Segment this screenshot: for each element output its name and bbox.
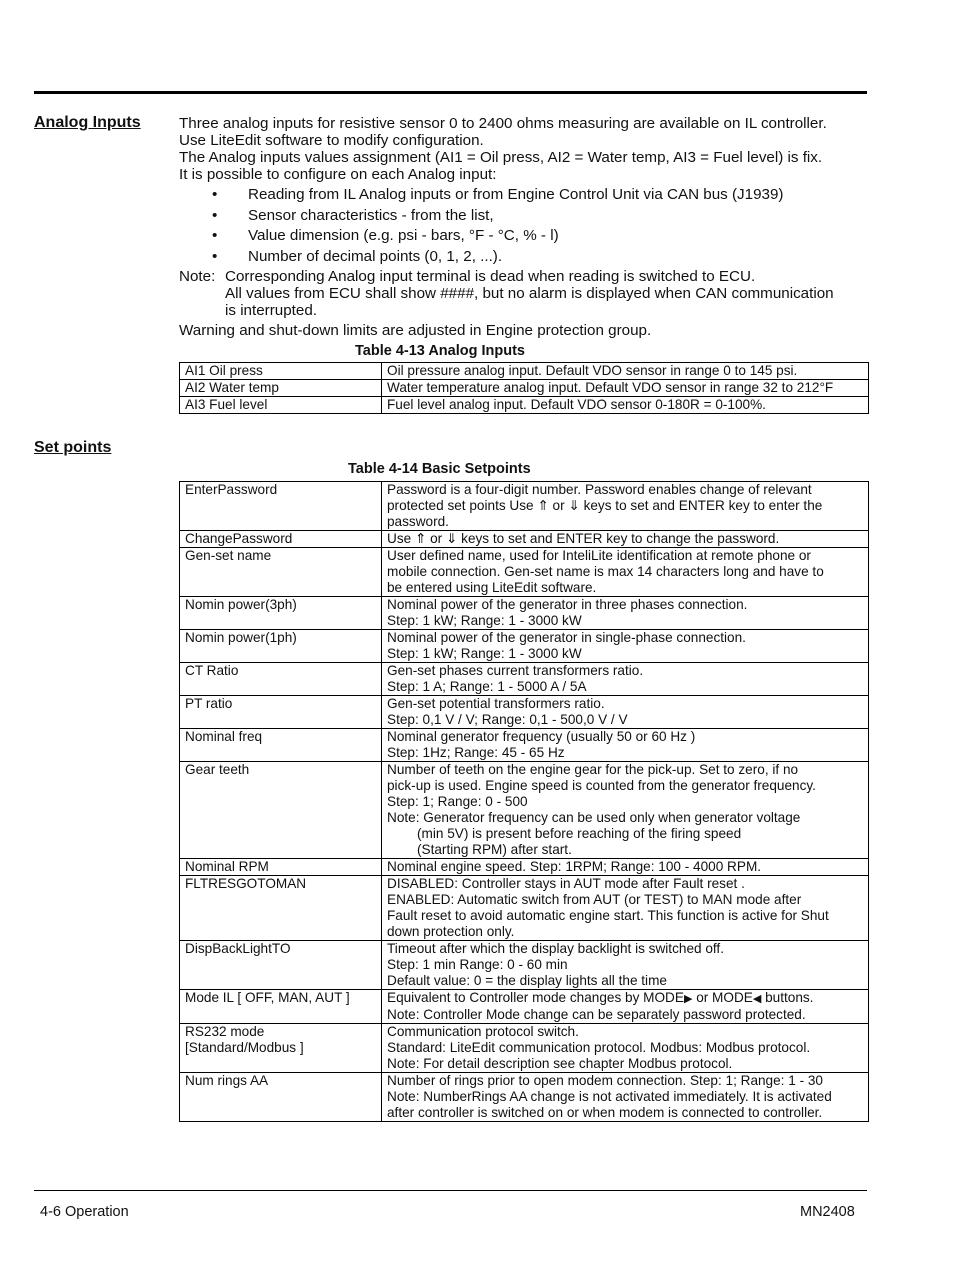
setpoint-description-line: Step: 1 kW; Range: 1 - 3000 kW <box>387 613 582 628</box>
footer-page-label: 4-6 Operation <box>40 1204 129 1220</box>
intro-line: The Analog inputs values assignment (AI1 = Oil press, AI2 = Water temp, AI3 = Fuel level) is fix. <box>179 149 823 166</box>
setpoint-description-line: ENABLED: Automatic switch from AUT (or TEST) to MAN mode after <box>387 892 802 907</box>
input-name-cell <box>180 397 382 414</box>
setpoint-name-cell <box>180 859 382 876</box>
setpoint-description-line: Note: For detail description see chapter Modbus protocol. <box>387 1056 733 1071</box>
table-row <box>180 859 869 876</box>
setpoint-description-line: Fault reset to avoid automatic engine start. This function is active for Shut <box>387 908 829 923</box>
setpoint-description-line: DISABLED: Controller stays in AUT mode after Fault reset . <box>387 876 745 891</box>
mode-left-triangle-icon: ◀ <box>752 993 762 1005</box>
setpoint-description-cell <box>382 663 869 696</box>
setpoint-name: Nomin power(3ph) <box>185 597 297 612</box>
setpoint-description-line: User defined name, used for InteliLite identification at remote phone or <box>387 548 811 563</box>
table-row <box>180 630 869 663</box>
setpoint-name-cell <box>180 696 382 729</box>
setpoint-description-cell <box>382 859 869 876</box>
table-4-13-caption: Table 4-13 Analog Inputs <box>355 343 525 359</box>
setpoint-description-line: Step: 1 min Range: 0 - 60 min <box>387 957 568 972</box>
mode-text-a: Equivalent to Controller mode changes by MODE <box>387 990 684 1005</box>
setpoint-description-cell <box>382 696 869 729</box>
setpoint-description-line: Number of rings prior to open modem connection. Step: 1; Range: 1 - 30 <box>387 1073 823 1088</box>
table-row <box>180 597 869 630</box>
setpoint-name-cell <box>180 762 382 859</box>
table-row <box>180 548 869 597</box>
mode-description-line <box>387 990 863 1007</box>
setpoint-description-line: Standard: LiteEdit communication protocol. Modbus: Modbus protocol. <box>387 1040 811 1055</box>
setpoint-name-cell <box>180 1073 382 1122</box>
table-row <box>180 990 869 1024</box>
header-rule <box>34 91 867 94</box>
input-name: AI2 Water temp <box>185 380 279 395</box>
table-row <box>180 1024 869 1073</box>
note-lines <box>225 268 834 319</box>
setpoint-description-line: mobile connection. Gen-set name is max 14 characters long and have to <box>387 564 824 579</box>
setpoint-name-cell <box>180 663 382 696</box>
setpoint-name-cell <box>180 941 382 990</box>
input-name: AI3 Fuel level <box>185 397 268 412</box>
setpoint-name: Nominal freq <box>185 729 263 744</box>
basic-setpoints-table <box>179 481 869 1122</box>
table-row <box>180 941 869 990</box>
setpoint-description-line: protected set points Use ⇑ or ⇓ keys to set and ENTER key to enter the <box>387 498 823 513</box>
setpoint-description-line: Communication protocol switch. <box>387 1024 579 1039</box>
note-line: All values from ECU shall show ####, but no alarm is displayed when CAN communication <box>225 285 834 302</box>
setpoint-description-cell <box>382 876 869 941</box>
note-block <box>179 268 879 319</box>
setpoint-name-cell <box>180 482 382 531</box>
bullet-item: • Value dimension (e.g. psi - bars, °F - °C, % - l) <box>179 226 879 247</box>
setpoint-description-line: Password is a four-digit number. Password enables change of relevant <box>387 482 812 497</box>
warning-text: Warning and shut-down limits are adjusted in Engine protection group. <box>179 322 652 339</box>
table-row <box>180 729 869 762</box>
setpoint-name: Gen-set name <box>185 548 272 563</box>
setpoint-name: RS232 mode <box>185 1024 265 1039</box>
setpoint-description-line: Timeout after which the display backlight is switched off. <box>387 941 724 956</box>
table-row <box>180 397 869 414</box>
setpoint-name: [Standard/Modbus ] <box>185 1040 304 1055</box>
setpoint-description-line: Nominal generator frequency (usually 50 or 60 Hz ) <box>387 729 696 744</box>
setpoint-description-line: Nominal engine speed. Step: 1RPM; Range: 100 - 4000 RPM. <box>387 859 762 874</box>
setpoint-name: FLTRESGOTOMAN <box>185 876 307 891</box>
setpoint-description-line: Step: 0,1 V / V; Range: 0,1 - 500,0 V / V <box>387 712 628 727</box>
setpoint-description-line: Step: 1 A; Range: 1 - 5000 A / 5A <box>387 679 587 694</box>
setpoint-description-line: Use ⇑ or ⇓ keys to set and ENTER key to change the password. <box>387 531 780 546</box>
analog-inputs-body <box>179 115 879 339</box>
setpoint-name: Nomin power(1ph) <box>185 630 297 645</box>
table-row <box>180 876 869 941</box>
setpoint-description-line: be entered using LiteEdit software. <box>387 580 597 595</box>
setpoint-description-cell <box>382 729 869 762</box>
setpoint-name: Nominal RPM <box>185 859 269 874</box>
bullet-item: • Reading from IL Analog inputs or from Engine Control Unit via CAN bus (J1939) <box>179 185 879 206</box>
setpoint-description-line: Step: 1 kW; Range: 1 - 3000 kW <box>387 646 582 661</box>
bullet-item: • Sensor characteristics - from the list, <box>179 206 879 227</box>
input-description-cell <box>382 363 869 380</box>
table-row <box>180 380 869 397</box>
setpoint-description-cell <box>382 762 869 859</box>
setpoint-description-cell <box>382 1073 869 1122</box>
setpoint-description-line: Step: 1Hz; Range: 45 - 65 Hz <box>387 745 565 760</box>
setpoint-description-line: Gen-set potential transformers ratio. <box>387 696 605 711</box>
setpoint-description-line: after controller is switched on or when modem is connected to controller. <box>387 1105 823 1120</box>
setpoint-description-cell <box>382 531 869 548</box>
setpoint-name-cell <box>180 531 382 548</box>
setpoint-description-cell <box>382 990 869 1024</box>
setpoint-name: Mode IL [ OFF, MAN, AUT ] <box>185 990 350 1005</box>
setpoint-name: Gear teeth <box>185 762 250 777</box>
setpoint-name: ChangePassword <box>185 531 293 546</box>
setpoint-description-cell <box>382 482 869 531</box>
setpoint-name-cell <box>180 990 382 1024</box>
input-name: AI1 Oil press <box>185 363 263 378</box>
table-row <box>180 762 869 859</box>
setpoint-description-line: Note: Generator frequency can be used only when generator voltage <box>387 810 801 825</box>
note-line: is interrupted. <box>225 302 318 319</box>
setpoint-name: EnterPassword <box>185 482 278 497</box>
bullet-list <box>179 185 879 267</box>
note-label: Note: <box>179 268 216 285</box>
setpoint-name-cell <box>180 597 382 630</box>
setpoint-description-cell <box>382 548 869 597</box>
input-description-cell <box>382 397 869 414</box>
analog-inputs-heading: Analog Inputs <box>34 114 141 131</box>
setpoint-name: DispBackLightTO <box>185 941 291 956</box>
setpoint-description-indent-line: (min 5V) is present before reaching of the firing speed <box>417 826 742 841</box>
table-row <box>180 696 869 729</box>
input-description: Fuel level analog input. Default VDO sensor 0-180R = 0-100%. <box>387 397 766 412</box>
input-name-cell <box>180 363 382 380</box>
setpoint-description-line: Step: 1; Range: 0 - 500 <box>387 794 528 809</box>
setpoint-description-line: Default value: 0 = the display lights all the time <box>387 973 667 988</box>
setpoint-description-line: Nominal power of the generator in single-phase connection. <box>387 630 746 645</box>
setpoint-description-line: pick-up is used. Engine speed is counted from the generator frequency. <box>387 778 816 793</box>
input-description: Oil pressure analog input. Default VDO sensor in range 0 to 145 psi. <box>387 363 798 378</box>
input-description: Water temperature analog input. Default VDO sensor in range 32 to 212°F <box>387 380 834 395</box>
table-row <box>180 482 869 531</box>
setpoint-name: CT Ratio <box>185 663 239 678</box>
setpoint-name-cell <box>180 729 382 762</box>
intro-line: Use LiteEdit software to modify configuration. <box>179 132 484 149</box>
table-row <box>180 663 869 696</box>
bullet-item: • Number of decimal points (0, 1, 2, ...). <box>179 247 879 268</box>
footer-doc-number: MN2408 <box>800 1204 855 1220</box>
input-description-cell <box>382 380 869 397</box>
setpoint-description-indent-line: (Starting RPM) after start. <box>417 842 572 857</box>
setpoint-name: Num rings AA <box>185 1073 269 1088</box>
setpoint-description-cell <box>382 597 869 630</box>
footer-rule <box>34 1190 867 1191</box>
mode-text-b: or MODE <box>692 990 753 1005</box>
setpoint-description-line: down protection only. <box>387 924 515 939</box>
setpoint-name-cell <box>180 876 382 941</box>
table-4-14-caption: Table 4-14 Basic Setpoints <box>348 461 531 477</box>
setpoint-description-line: Nominal power of the generator in three phases connection. <box>387 597 748 612</box>
table-row <box>180 363 869 380</box>
setpoint-description-line: Note: Controller Mode change can be separately password protected. <box>387 1007 806 1022</box>
input-name-cell <box>180 380 382 397</box>
setpoint-description-cell <box>382 941 869 990</box>
setpoint-description-cell <box>382 1024 869 1073</box>
table-row <box>180 1073 869 1122</box>
setpoint-name: PT ratio <box>185 696 233 711</box>
table-row <box>180 531 869 548</box>
setpoint-name-cell <box>180 1024 382 1073</box>
setpoint-name-cell <box>180 548 382 597</box>
setpoint-description-cell <box>382 630 869 663</box>
setpoint-name-cell <box>180 630 382 663</box>
analog-inputs-table <box>179 362 869 414</box>
intro-line: It is possible to configure on each Analog input: <box>179 166 497 183</box>
set-points-heading: Set points <box>34 439 112 456</box>
setpoint-description-line: Note: NumberRings AA change is not activated immediately. It is activated <box>387 1089 832 1104</box>
setpoint-description-line: password. <box>387 514 449 529</box>
mode-right-triangle-icon: ▶ <box>683 993 693 1005</box>
intro-line: Three analog inputs for resistive sensor 0 to 2400 ohms measuring are available on IL controller. <box>179 115 827 132</box>
note-line: Corresponding Analog input terminal is dead when reading is switched to ECU. <box>225 268 756 285</box>
intro-paragraph <box>179 115 879 183</box>
mode-text-c: buttons. <box>761 990 814 1005</box>
setpoint-description-line: Gen-set phases current transformers ratio. <box>387 663 644 678</box>
setpoint-description-line: Number of teeth on the engine gear for the pick-up. Set to zero, if no <box>387 762 799 777</box>
